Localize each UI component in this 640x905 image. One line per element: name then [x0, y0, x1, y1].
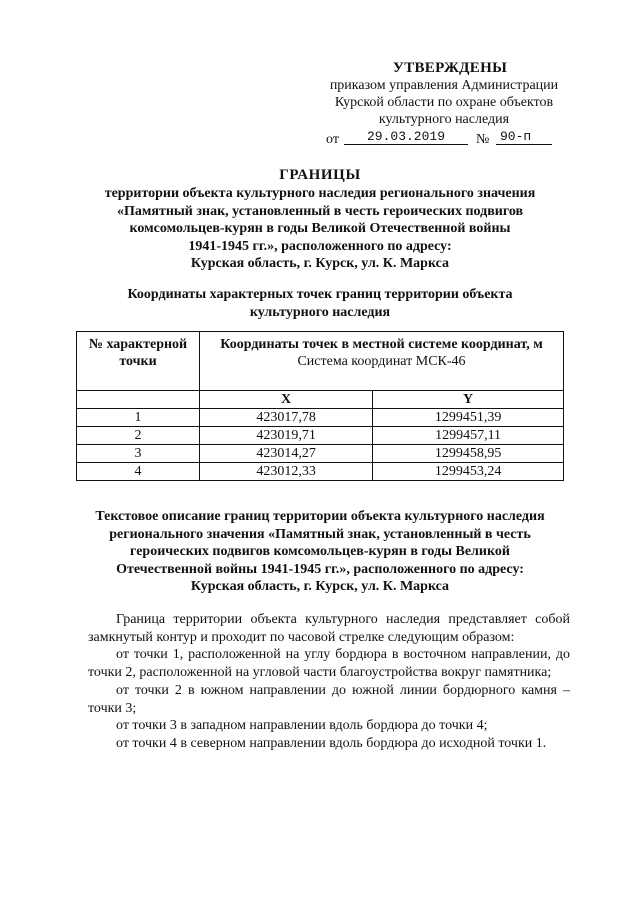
coordinate-system-label: Система координат МСК-46 — [297, 354, 466, 369]
description-heading — [70, 508, 570, 596]
document-title: ГРАНИЦЫ — [279, 167, 361, 183]
y-cell: 1299451,39 — [373, 409, 564, 427]
order-date: 29.03.2019 — [344, 129, 468, 145]
order-line — [300, 129, 580, 147]
order-number-label: № — [476, 132, 490, 147]
column-header-x: X — [200, 391, 373, 409]
description-step: от точки 1, расположенной на углу бордюра в восточном направлении, до точки 2, расположенной на угловой части благоустройства вокруг памятника; — [88, 647, 570, 681]
point-number-cell: 1 — [77, 409, 200, 427]
subtitle-line: 1941-1945 гг.», расположенного по адресу: — [188, 238, 452, 254]
description-heading-line: героических подвигов комсомольцев-курян в годы Великой — [130, 544, 510, 559]
description-heading-line: регионального значения «Памятный знак, установленный в честь — [109, 526, 531, 542]
order-from-label: от — [326, 132, 339, 147]
approval-line: Курской области по охране объектов — [334, 95, 554, 110]
table-row — [77, 463, 564, 481]
y-cell: 1299457,11 — [373, 427, 564, 445]
description-intro: Граница территории объекта культурного наследия представляет собой замкнутый контур и проходит по часовой стрелке следующим образом: — [88, 612, 570, 645]
table-xy-header-row — [77, 391, 564, 409]
subtitle-line: Курская область, г. Курск, ул. К. Маркса — [190, 256, 450, 271]
point-number-cell: 2 — [77, 427, 200, 445]
description-heading-line: Отечественной войны 1941-1945 гг.», расположенного по адресу: — [116, 561, 524, 577]
approval-title: УТВЕРЖДЕНЫ — [392, 60, 508, 76]
table-row — [77, 427, 564, 445]
order-number: 90-п — [496, 129, 552, 145]
table-row — [77, 445, 564, 463]
column-header-coordinates — [200, 332, 564, 391]
coordinates-header-text: Координаты точек в местной системе координат, м — [220, 337, 543, 352]
description-heading-line: Текстовое описание границ территории объекта культурного наследия — [95, 509, 545, 524]
table-row — [77, 409, 564, 427]
description-heading-line: Курская область, г. Курск, ул. К. Маркса — [190, 579, 450, 594]
approval-line: приказом управления Администрации — [329, 78, 559, 93]
x-cell: 423017,78 — [200, 409, 373, 427]
empty-cell — [77, 391, 200, 409]
coordinates-heading-line: культурного наследия — [249, 304, 391, 320]
subtitle-line: «Памятный знак, установленный в честь героических подвигов — [116, 203, 524, 219]
coordinates-heading — [70, 286, 570, 321]
description-text — [88, 611, 570, 753]
y-cell: 1299458,95 — [373, 445, 564, 463]
description-step: от точки 4 в северном направлении вдоль бордюра до исходной точки 1. — [116, 735, 547, 751]
column-header-point: № характерной точки — [77, 332, 200, 391]
coordinates-table — [76, 331, 564, 481]
point-number-cell: 3 — [77, 445, 200, 463]
point-number-cell: 4 — [77, 463, 200, 481]
description-step: от точки 2 в южном направлении до южной линии бордюрного камня – точки 3; — [88, 682, 570, 716]
x-cell: 423019,71 — [200, 427, 373, 445]
coordinates-heading-line: Координаты характерных точек границ территории объекта — [127, 287, 513, 302]
description-step: от точки 3 в западном направлении вдоль бордюра до точки 4; — [116, 718, 488, 734]
x-cell: 423012,33 — [200, 463, 373, 481]
approval-block — [300, 60, 580, 147]
x-cell: 423014,27 — [200, 445, 373, 463]
column-header-y: Y — [373, 391, 564, 409]
subtitle-line: территории объекта культурного наследия регионального значения — [104, 186, 536, 201]
document-subtitle — [70, 185, 570, 273]
subtitle-line: комсомольцев-курян в годы Великой Отечественной войны — [129, 221, 511, 236]
table-header-row — [77, 332, 564, 391]
approval-line: культурного наследия — [378, 112, 510, 127]
y-cell: 1299453,24 — [373, 463, 564, 481]
